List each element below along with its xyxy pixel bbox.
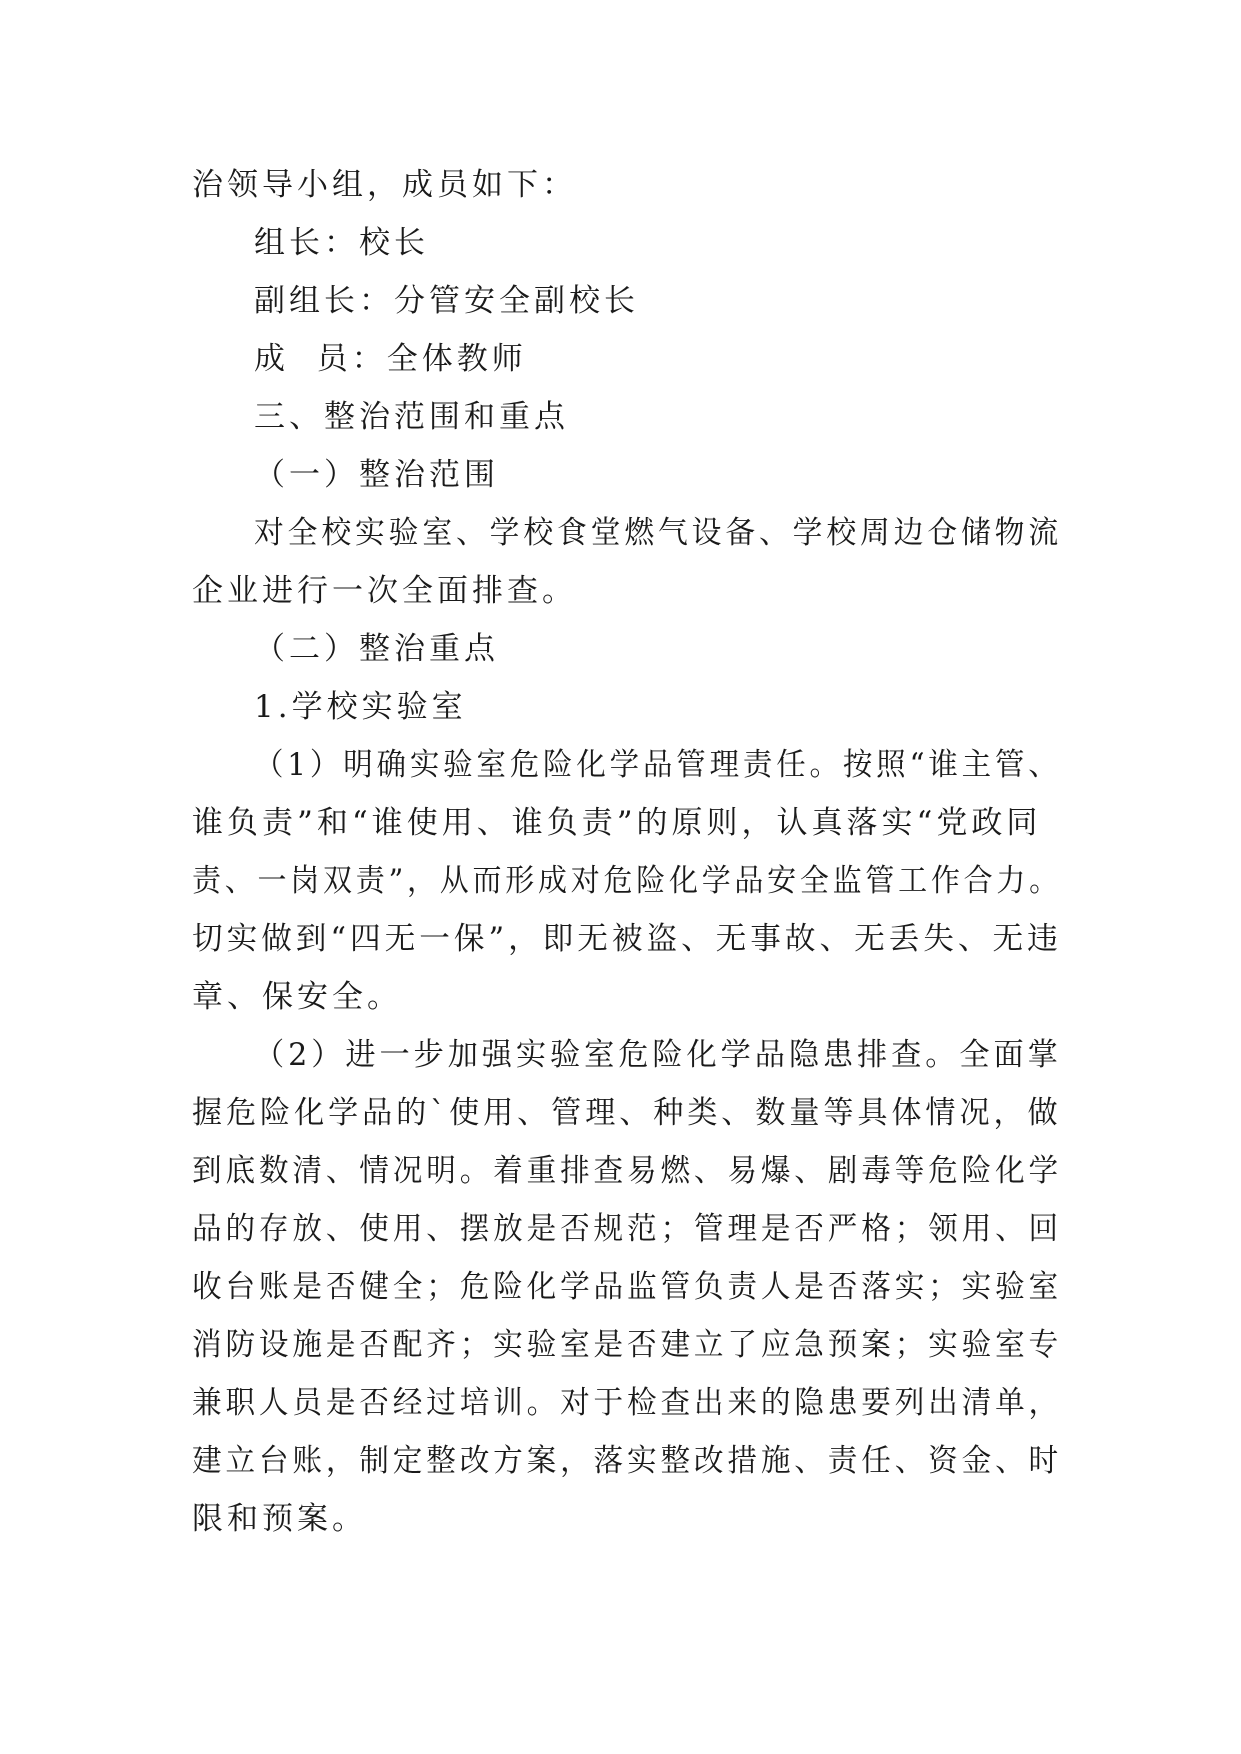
member-leader: 组长：校长 — [254, 225, 429, 261]
intro-line: 治领导小组，成员如下： — [192, 167, 577, 203]
para2-line-3: 到底数清、情况明。着重排查易燃、易爆、剧毒等危险化学 — [192, 1153, 1062, 1189]
para1-line-1: （1）明确实验室危险化学品管理责任。按照“谁主管、 — [254, 747, 1062, 783]
document-body — [192, 156, 1062, 1548]
para1-line-2: 谁负责”和“谁使用、谁负责”的原则，认真落实“党政同 — [192, 805, 1042, 841]
member-staff-text: 成 员：全体教师 — [254, 341, 527, 377]
para2-line-2: 握危险化学品的`使用、管理、种类、数量等具体情况，做 — [192, 1095, 1062, 1131]
sub1-para-line-1: 对全校实验室、学校食堂燃气设备、学校周边仓储物流 — [254, 515, 1062, 551]
para2-line-6: 消防设施是否配齐；实验室是否建立了应急预案；实验室专 — [192, 1327, 1062, 1363]
para1-line-3: 责、一岗双责”，从而形成对危险化学品安全监管工作合力。 — [192, 863, 1062, 899]
para2-line-8: 建立台账，制定整改方案，落实整改措施、责任、资金、时 — [192, 1443, 1062, 1479]
section3-title: 三、整治范围和重点 — [254, 399, 569, 435]
sub1-para-line-2: 企业进行一次全面排查。 — [192, 573, 577, 609]
para2-line-9: 限和预案。 — [192, 1501, 367, 1537]
para2-line-7: 兼职人员是否经过培训。对于检查出来的隐患要列出清单， — [192, 1385, 1062, 1421]
para2-line-5: 收台账是否健全；危险化学品监管负责人是否落实；实验室 — [192, 1269, 1062, 1305]
para2-line-4: 品的存放、使用、摆放是否规范；管理是否严格；领用、回 — [192, 1211, 1062, 1247]
para1-line-5: 章、保安全。 — [192, 979, 402, 1015]
member-staff — [192, 330, 1062, 388]
para2-line-1: （2）进一步加强实验室危险化学品隐患排查。全面掌 — [254, 1037, 1062, 1073]
member-deputy: 副组长：分管安全副校长 — [254, 283, 639, 319]
sub1-title: （一）整治范围 — [254, 457, 499, 493]
sub2-title: （二）整治重点 — [254, 631, 499, 667]
para1-line-4: 切实做到“四无一保”，即无被盗、无事故、无丢失、无违 — [192, 921, 1062, 957]
item1-title: 1.学校实验室 — [254, 689, 467, 725]
